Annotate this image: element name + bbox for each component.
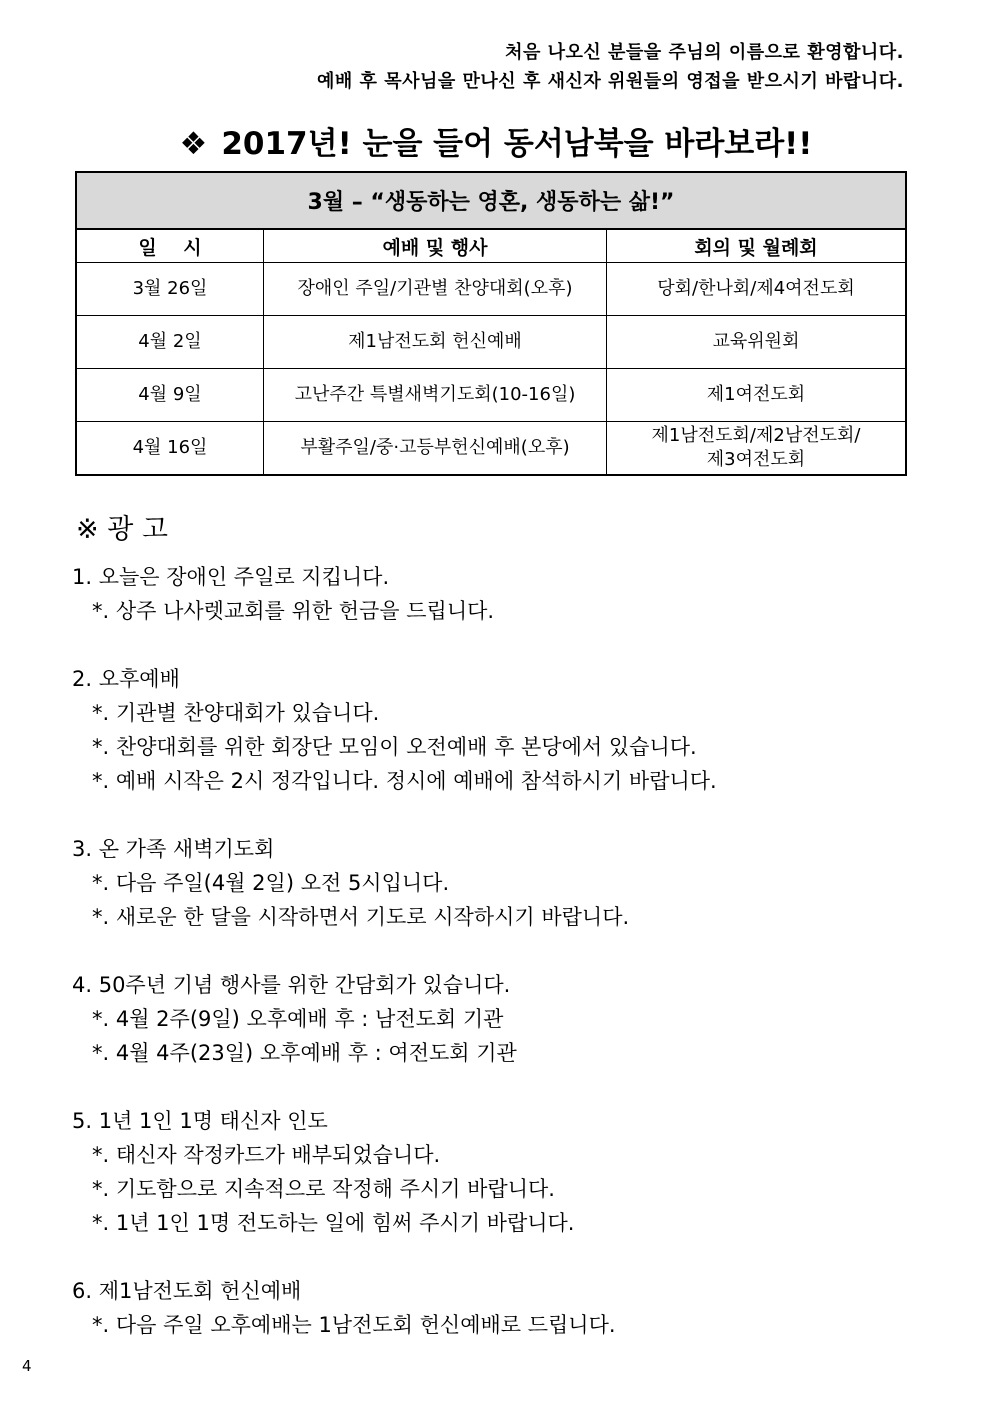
row-meeting-line-2: 제3여전도회 [706,449,806,470]
welcome-line-1: 처음 나오신 분들을 주님의 이름으로 환영합니다. [505,42,904,63]
row-meeting: 제1여전도회 [607,369,907,422]
notice-detail: *. 다음 주일 오후예배는 1남전도회 헌신예배로 드립니다. [92,1313,616,1337]
header-meeting: 회의 및 월례회 [607,229,907,263]
notice-item [72,662,932,798]
header-date: 일 시 [76,229,264,263]
notice-detail: *. 다음 주일(4월 2일) 오전 5시입니다. [92,871,450,895]
row-event: 장애인 주일/기관별 찬양대회(오후) [264,263,607,316]
notice-detail: *. 4월 2주(9일) 오후예배 후 : 남전도회 기관 [92,1007,504,1031]
row-meeting-line-1: 제1남전도회/제2남전도회/ [651,425,861,446]
header-event: 예배 및 행사 [264,229,607,263]
row-date: 4월 16일 [76,422,264,476]
row-date: 4월 2일 [76,316,264,369]
row-date: 4월 9일 [76,369,264,422]
table-row [76,316,906,369]
row-meeting [607,422,907,476]
row-event: 고난주간 특별새벽기도회(10-16일) [264,369,607,422]
yearly-theme [0,118,992,163]
notice-detail: *. 1년 1인 1명 전도하는 일에 힘써 주시기 바랍니다. [92,1211,575,1235]
notice-detail: *. 기관별 찬양대회가 있습니다. [92,701,380,725]
schedule-table [75,171,907,476]
table-row [76,369,906,422]
notice-item [72,1274,932,1342]
notice-detail: *. 찬양대회를 위한 회장단 모임이 오전예배 후 본당에서 있습니다. [92,735,697,759]
page-number: 4 [22,1357,32,1375]
theme-text: 2017년! 눈을 들어 동서남북을 바라보라!! [221,126,813,162]
notice-title: 2. 오후예배 [72,667,180,691]
notice-detail: *. 태신자 작정카드가 배부되었습니다. [92,1143,441,1167]
schedule-header-row [76,229,906,263]
row-meeting: 교육위원회 [607,316,907,369]
notice-item [72,1104,932,1240]
row-event: 부활주일/중·고등부헌신예배(오후) [264,422,607,476]
row-date: 3월 26일 [76,263,264,316]
welcome-message [317,38,904,96]
notice-title: 3. 온 가족 새벽기도회 [72,837,275,861]
notice-title: 4. 50주년 기념 행사를 위한 간담회가 있습니다. [72,973,511,997]
row-event: 제1남전도회 헌신예배 [264,316,607,369]
notices-list [72,560,932,1376]
notice-detail: *. 4월 4주(23일) 오후예배 후 : 여전도회 기관 [92,1041,517,1065]
notice-detail: *. 예배 시작은 2시 정각입니다. 정시에 예배에 참석하시기 바랍니다. [92,769,717,793]
notice-title: 1. 오늘은 장애인 주일로 지킵니다. [72,565,390,589]
table-row [76,422,906,476]
diamond-bullet-icon: ❖ [179,126,208,162]
notice-item [72,832,932,934]
notices-heading: ※ 광 고 [76,514,168,545]
notice-title: 5. 1년 1인 1명 태신자 인도 [72,1109,328,1133]
notice-detail: *. 상주 나사렛교회를 위한 헌금을 드립니다. [92,599,495,623]
notice-item [72,968,932,1070]
row-meeting: 당회/한나회/제4여전도회 [607,263,907,316]
notice-title: 6. 제1남전도회 헌신예배 [72,1279,302,1303]
table-row [76,263,906,316]
notice-detail: *. 기도함으로 지속적으로 작정해 주시기 바랍니다. [92,1177,555,1201]
notice-item [72,560,932,628]
schedule-month-title: 3월 – “생동하는 영혼, 생동하는 삶!” [76,172,906,229]
notice-detail: *. 새로운 한 달을 시작하면서 기도로 시작하시기 바랍니다. [92,905,630,929]
welcome-line-2: 예배 후 목사님을 만나신 후 새신자 위원들의 영접을 받으시기 바랍니다. [317,71,904,92]
